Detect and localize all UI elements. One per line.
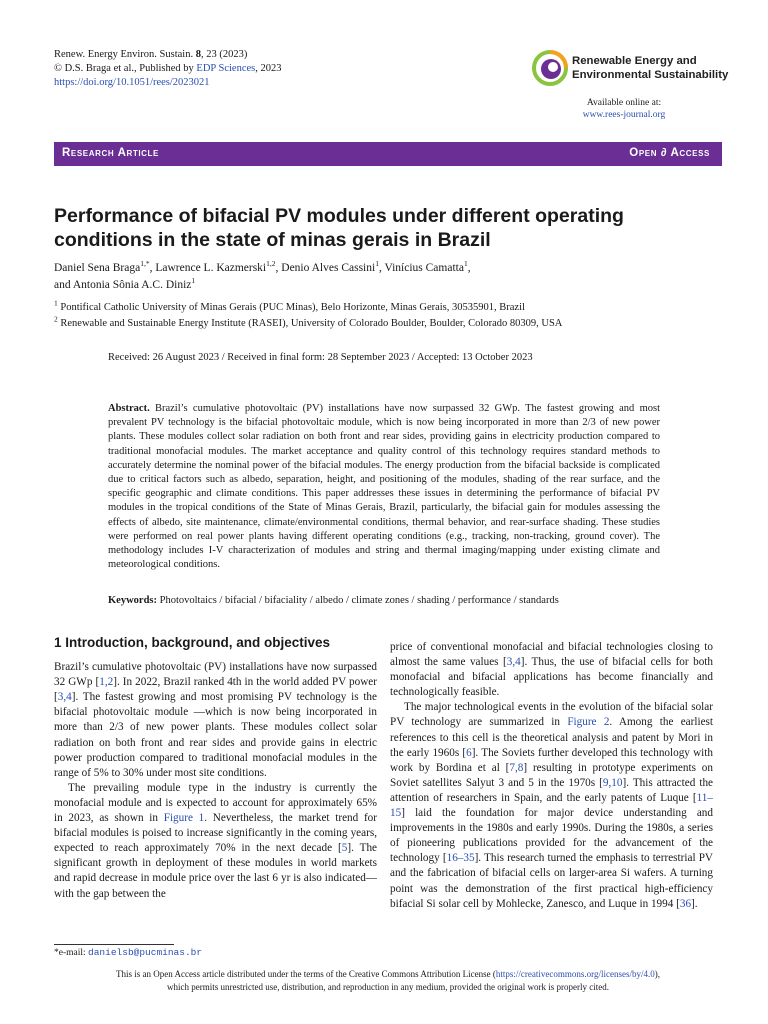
citation-link[interactable]: 3,4 xyxy=(57,691,72,704)
citation-link[interactable]: 36 xyxy=(679,897,692,910)
doi-link[interactable]: https://doi.org/10.1051/rees/2023021 xyxy=(54,77,210,88)
author-name: Daniel Sena Braga xyxy=(54,262,141,274)
corresponding-author-footnote: *e-mail: danielsb@pucminas.br xyxy=(54,947,203,958)
citation-link[interactable]: 9,10 xyxy=(602,776,623,789)
article-dates: Received: 26 August 2023 / Received in final form: 28 September 2023 / Accepted: 13 October 2023 xyxy=(108,352,533,363)
affiliations xyxy=(54,300,714,332)
affiliation-item: $^1$ Pontifical Catholic University of Minas Gerais (PUC Minas), Belo Horizonte, Minas Gerais, 30535901, Brazil xyxy=(54,298,525,313)
keywords-text: Photovoltaics / bifacial / bifaciality / albedo / climate zones / shading / performance / standards xyxy=(159,595,559,606)
keywords xyxy=(108,595,668,606)
author-list: Daniel Sena Braga$^{1,*}$, Lawrence L. Kazmerski$^{1,2}$, Denio Alves Cassini$^1$, Vinícius Camatta$^1$, and Antonia Sônia A.C. Diniz$^1$ xyxy=(54,259,471,291)
author-name: Antonia Sônia A.C. Diniz xyxy=(72,279,192,291)
abstract-label: Abstract. xyxy=(108,403,150,414)
figure-link[interactable]: Figure 1 xyxy=(163,812,205,825)
footnote-divider xyxy=(54,944,174,945)
article-type-banner xyxy=(54,142,722,166)
copyright-line: © D.S. Braga et al., Published by EDP Sciences, 2023 xyxy=(54,63,282,74)
citation-link[interactable]: 7,8 xyxy=(509,761,524,774)
body-column-left xyxy=(54,635,378,902)
keywords-label: Keywords: xyxy=(108,595,157,606)
affiliation-item: $^2$ Renewable and Sustainable Energy Institute (RASEI), University of Colorado Boulder, Boulder, Colorado 80309, USA xyxy=(54,314,563,329)
abstract-text: Brazil’s cumulative photovoltaic (PV) installations have now surpassed 32 GWp. The fastest growing and most prevalent PV technology is the bifacial photovoltaic module, which is now being incorporated in more than 2/3 of new power plants. These modules collect solar radiation on both front and rear sides, providing gains in electricity production compared to traditional monofacial modules. The market acceptance and quality control of this technology requires standard methods to accurately determine the nominal power of the bifacial modules. The energy production from the bifacial backside is complicated due to critical factors such as albedo, separation, height, and positioning of the modules, shading of the rear surface, and the specific geographic and climate conditions. This paper addresses these issues in determining the performance of bifacial PV modules in the tropical conditions of the State of Minas Gerais, Brazil, particularly, the bifacial gain for modules assessing the effects of albedo, site maintenance, climate/environmental conditions, thermal behavior, and rear-surface shading. These studies were performed on real power plants having different operating conditions (e.g., tracking, non-tracking, ground cover). The methodology includes I-V characterization of modules and string and thermal imaging/mapping under existing climate and meteorological conditions. xyxy=(108,403,660,571)
journal-website-link[interactable]: www.rees-journal.org xyxy=(582,110,666,120)
citation-link[interactable]: 16–35 xyxy=(446,852,475,865)
citation-link[interactable]: 1,2 xyxy=(99,676,114,689)
paragraph: Brazil’s cumulative photovoltaic (PV) installations have now surpassed 32 GWp [1,2]. In 2022, Brazil ranked 4th in the world added PV power [3,4]. The fastest growing and most promising PV technology is the bifacial photovoltaic module —which is now being incorporated in more than 2/3 of new power plants. These modules collect solar radiation on both front and rear sides and provide gains in electric power production compared to traditional monofacial modules in the range of 5% to 30% under most site conditions. xyxy=(54,661,377,779)
article-title: Performance of bifacial PV modules under different operating conditions in the state of minas gerais in Brazil xyxy=(54,205,624,251)
body-column-right xyxy=(390,640,713,912)
abstract xyxy=(108,402,660,572)
citation-link[interactable]: 6 xyxy=(466,746,472,759)
available-online: Available online at: www.rees-journal.org xyxy=(582,98,666,120)
author-name: Denio Alves Cassini xyxy=(281,262,376,274)
author-name: Vinícius Camatta xyxy=(384,262,464,274)
section-heading: 1 Introduction, background, and objectives xyxy=(54,635,331,650)
license-statement: This is an Open Access article distributed under the terms of the Creative Commons Attribution License (https://creativecommons.org/licenses/by/4.0), which permits unrestricted use, distribution, and reproduction in any medium, provided the original work is properly cited. xyxy=(116,969,660,992)
journal-citation-block xyxy=(54,48,281,90)
journal-citation: Renew. Energy Environ. Sustain. 8, 23 (2023) xyxy=(54,49,248,60)
publisher-link[interactable]: EDP Sciences xyxy=(196,63,256,74)
license-link[interactable]: https://creativecommons.org/licenses/by/4.0 xyxy=(495,969,655,979)
email-link[interactable]: danielsb@pucminas.br xyxy=(88,947,203,958)
article-type-label: Research Article xyxy=(62,147,159,159)
open-access-label: Open ∂ Access xyxy=(629,147,710,159)
journal-logo-text: Renewable Energy and Environmental Sustainability xyxy=(572,55,729,81)
paragraph: The major technological events in the evolution of the bifacial solar PV technology are summarized in Figure 2. Among the earliest references to this cell is the theoretical analysis and patent by Mori in the early 1960s [6]. The Soviets further developed this technology with work by Bordina et al [7,8] resulting in prototype experiments on Soviet satellites Salyut 3 and 5 in the 1970s [9,10]. This attracted the attention of researchers in Spain, and the early patents of Luque [11–15] laid the foundation for major device understanding and improvements in the 1980s and early 1990s. During the 1980s, a series of pioneering publications provided for the advancement of the technology [16–35]. This research turned the emphasis to terrestrial PV and the fabrication of bifacial cells on larger-area Si wafers. A turning point was the demonstration of the first practical high-efficiency bifacial Si solar cell by Mohlecke, Zanesco, and Luque in 1994 [36]. xyxy=(390,701,714,910)
citation-link[interactable]: 3,4 xyxy=(506,656,521,669)
author-name: Lawrence L. Kazmerski xyxy=(155,262,267,274)
citation-link[interactable]: 11–15 xyxy=(390,791,713,820)
journal-logo-icon xyxy=(532,50,568,86)
figure-link[interactable]: Figure 2 xyxy=(567,716,610,729)
paragraph: The prevailing module type in the industry is currently the monofacial module and is expected to account for approximately 65% in 2023, as shown in Figure 1. Nevertheless, the market trend for bifacial modules is poised to increase significantly in the coming years, expected to reach approximately 70% in the next decade [5]. The significant growth in deployment of these modules in world markets and rapid decrease in module price over the last 6 yr is also indicated—with the gap between the xyxy=(54,781,378,900)
paragraph: price of conventional monofacial and bifacial technologies closing to almost the same values [3,4]. Thus, the use of bifacial cells for both monofacial and bifacial applications has become financially and technologically feasible. xyxy=(390,641,713,699)
citation-link[interactable]: 5 xyxy=(341,842,348,855)
journal-logo xyxy=(532,50,729,88)
